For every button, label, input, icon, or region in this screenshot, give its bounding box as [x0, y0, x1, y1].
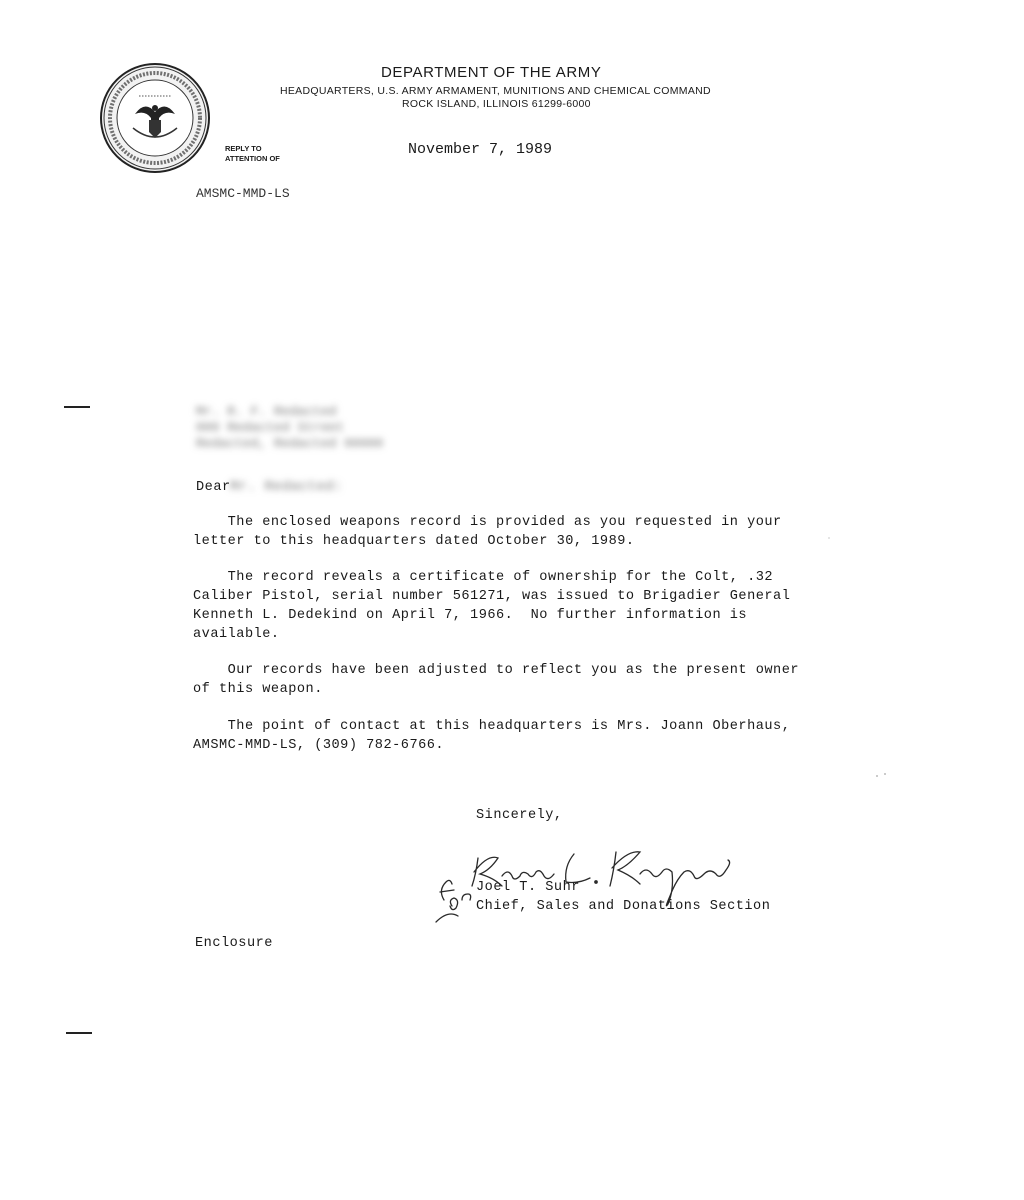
department-title: DEPARTMENT OF THE ARMY — [381, 64, 602, 81]
recipient-address-redacted: Mr. R. F. Redacted 000 Redacted Street Redacted, Redacted 00000 — [196, 404, 384, 451]
headquarters-line: HEADQUARTERS, U.S. ARMY ARMAMENT, MUNITIONS AND CHEMICAL COMMAND — [280, 85, 711, 97]
reply-to-line-2: ATTENTION OF — [225, 154, 280, 163]
office-symbol: AMSMC-MMD-LS — [196, 186, 290, 201]
closing: Sincerely, — [476, 808, 563, 823]
salutation-greeting: Dear — [196, 480, 231, 495]
body-paragraph-4: The point of contact at this headquarters is Mrs. Joann Oberhaus, AMSMC-MMD-LS, (309) 782-6766. — [193, 719, 791, 753]
address-line: ROCK ISLAND, ILLINOIS 61299-6000 — [402, 98, 591, 110]
body-paragraph-2: The record reveals a certificate of ownership for the Colt, .32 Caliber Pistol, serial number 561271, was issued to Brigadier General Kenneth L. Dedekind on April 7, 1966. No further information is available. — [193, 570, 791, 642]
letter-date: November 7, 1989 — [408, 141, 553, 158]
signer-name: Joel T. Suhr — [476, 880, 580, 895]
signer-title: Chief, Sales and Donations Section — [476, 899, 771, 914]
paper-speck — [884, 773, 886, 775]
body-paragraph-3: Our records have been adjusted to reflect you as the present owner of this weapon. — [193, 663, 800, 697]
enclosure-note: Enclosure — [195, 936, 273, 951]
fold-mark-top — [64, 406, 90, 408]
body-paragraph-1: The enclosed weapons record is provided as you requested in your letter to this headquarters dated October 30, 1989. — [193, 515, 782, 549]
fold-mark-bottom — [66, 1032, 92, 1034]
reply-to-line-1: REPLY TO — [225, 144, 262, 153]
paper-speck — [828, 537, 830, 539]
department-of-defense-seal — [99, 62, 211, 174]
reply-to-label — [225, 144, 280, 164]
paper-speck — [876, 775, 878, 777]
salutation-name-redacted: Mr. Redacted: — [230, 480, 343, 495]
